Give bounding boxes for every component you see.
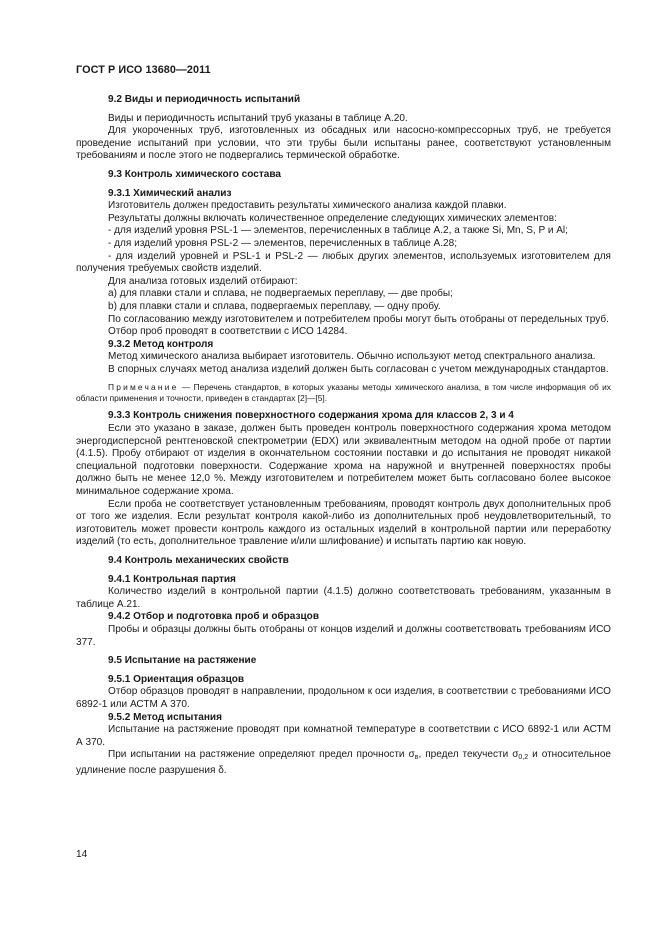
paragraph: Если проба не соответствует установленным требованиям, проводят контроль двух дополнительных проб от того же изделия. Если результат контроля какой-либо из дополнительных проб неудовлетворительный, то изготовитель может провести контроль каждого из остальных изделий в контрольной партии или переработку изделий (то есть, дополнительное травление и/или шлифование) и испытать партию как новую. xyxy=(76,498,611,548)
subscript: 0,2 xyxy=(518,754,529,762)
text-run: , предел текучести σ xyxy=(418,749,519,761)
page-number: 14 xyxy=(76,849,88,860)
section-9-3-2-heading: 9.3.2 Метод контроля xyxy=(108,338,214,350)
paragraph: Изготовитель должен предоставить результаты химического анализа каждой плавки. xyxy=(108,200,507,212)
section-9-3-1-heading: 9.3.1 Химический анализ xyxy=(108,187,232,199)
section-9-5-2-heading: 9.5.2 Метод испытания xyxy=(108,711,222,723)
list-item: b) для плавки стали и сплава, подвергаемых переплаву, — одну пробу. xyxy=(108,300,441,312)
note-label: Примечание xyxy=(108,382,179,393)
paragraph: Количество изделий в контрольной партии (4.1.5) должно соответствовать требованиям, указанным в таблице А.21. xyxy=(76,586,611,610)
section-9-5-1-heading: 9.5.1 Ориентация образцов xyxy=(108,673,245,685)
note-text: — Перечень стандартов, в которых указаны методы химического анализа, в том числе информация об их области применения и точности, приведен в стандартах [2]—[5]. xyxy=(76,382,611,404)
paragraph: Отбор проб проводят в соответствии с ИСО 14284. xyxy=(108,326,348,338)
note xyxy=(76,382,611,404)
paragraph: Результаты должны включать количественное определение следующих химических элементов: xyxy=(108,212,557,224)
paragraph: Испытание на растяжение проводят при комнатной температуре в соответствии с ИСО 6892-1 или АСТМ А 370. xyxy=(76,724,611,748)
paragraph-tensile-properties xyxy=(76,749,611,777)
section-9-2-heading: 9.2 Виды и периодичность испытаний xyxy=(108,94,301,105)
paragraph: Виды и периодичность испытаний труб указаны в таблице А.20. xyxy=(108,112,408,124)
section-9-4-2-heading: 9.4.2 Отбор и подготовка проб и образцов xyxy=(108,611,319,623)
paragraph: Для укороченных труб, изготовленных из обсадных или насосно-компрессорных труб, не требуется проведение испытаний при условии, что эти трубы были испытаны ранее, соответствуют установленным требованиям и после этого не подвергались термической обработке. xyxy=(76,125,611,162)
document-header: ГОСТ Р ИСО 13680—2011 xyxy=(76,64,211,76)
paragraph: Для анализа готовых изделий отбирают: xyxy=(108,275,298,287)
paragraph: Метод химического анализа выбирает изготовитель. Обычно используют метод спектрального анализа. xyxy=(108,351,596,363)
section-9-5-heading: 9.5 Испытание на растяжение xyxy=(108,655,257,667)
paragraph: В спорных случаях метод анализа изделий должен быть согласован с учетом международных стандартов. xyxy=(108,363,609,375)
text-run: и относительное удлинение после разрушения δ. xyxy=(76,749,612,776)
list-item: - для изделий уровня PSL-2 — элементов, перечисленных в таблице А.28; xyxy=(108,237,458,249)
text-run: При испытании на растяжение определяют предел прочности σ xyxy=(108,749,415,761)
section-9-3-3-heading: 9.3.3 Контроль снижения поверхностного содержания хрома для классов 2, 3 и 4 xyxy=(108,410,514,422)
paragraph: Если это указано в заказе, должен быть проведен контроль поверхностного содержания хрома методом энергодисперсной рентгеновской спектрометрии (EDX) или эквивалентным методом на одной пробе от партии (4.1.5). Пробу отбирают от изделия в окончательном состоянии поставки и до испытания не проводят никакой специальной подготовки поверхности. Содержание хрома на наружной и внутренней поверхностях пробы должно быть не менее 12,0 %. Между изготовителем и потребителем может быть согласовано более высокое минимальное содержание хрома. xyxy=(76,423,611,498)
document-body xyxy=(76,94,611,778)
section-9-4-heading: 9.4 Контроль механических свойств xyxy=(108,555,289,566)
paragraph: По согласованию между изготовителем и потребителем пробы могут быть отобраны от передельных труб. xyxy=(108,313,609,325)
paragraph: Пробы и образцы должны быть отобраны от концов изделий и должны соответствовать требованиям ИСО 377. xyxy=(76,623,611,648)
paragraph: Отбор образцов проводят в направлении, продольном к оси изделия, в соответствии с требованиями ИСО 6892-1 или АСТМ А 370. xyxy=(76,686,611,710)
subscript: в xyxy=(414,754,419,762)
section-9-4-1-heading: 9.4.1 Контрольная партия xyxy=(108,573,236,585)
list-item: - для изделий уровней и PSL-1 и PSL-2 — любых других элементов, используемых изготовителем для получения требуемых свойств изделий. xyxy=(76,250,611,275)
list-item: - для изделий уровня PSL-1 — элементов, перечисленных в таблице А.2, а также Si, Mn, S, P и Al; xyxy=(108,225,568,237)
list-item: a) для плавки стали и сплава, не подвергаемых переплаву, — две пробы; xyxy=(108,288,453,300)
section-9-3-heading: 9.3 Контроль химического состава xyxy=(108,168,281,180)
